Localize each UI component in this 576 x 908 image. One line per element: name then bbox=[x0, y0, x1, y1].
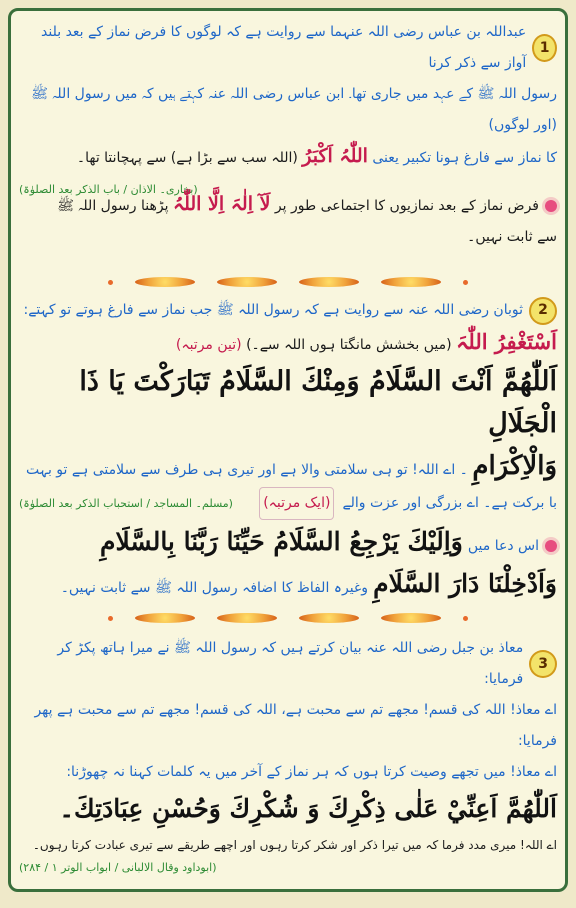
section-1-reference: (بخاری۔ الاذان / باب الذکر بعد الصلوٰۃ) bbox=[19, 183, 198, 196]
section-3-line-3: اے معاذ! میں تجھے وصیت کرتا ہوں کہ ہر نماز کے آخر میں یہ کلمات کہنا نہ چھوڑنا: bbox=[66, 764, 557, 780]
takbir-arabic: اللّٰہُ اَکْبَرُ bbox=[302, 145, 368, 167]
tahlil-arabic: لَآ اِلٰہَ اِلَّا اللّٰہُ bbox=[172, 193, 271, 215]
section-3-translation: اے اللہ! میری مدد فرما کہ میں تیرا ذکر اور شکر کرتا رہوں اور اچھے طریقے سے تیری عبادت کرتا رہوں۔ bbox=[32, 838, 557, 852]
istighfar-meaning: (میں بخشش مانگتا ہوں اللہ سے۔) bbox=[246, 337, 452, 353]
note-1-line-1b: پڑھنا رسول اللہ ﷺ bbox=[57, 198, 169, 214]
section-2-intro: ثوبان رضی اللہ عنہ سے روایت ہے کہ رسول اللہ ﷺ جب نماز سے فارغ ہوتے تو کہتے: bbox=[23, 302, 523, 318]
section-3-intro: معاذ بن جبل رضی اللہ عنہ بیان کرتے ہیں کہ رسول اللہ ﷺ نے میرا ہاتھ پکڑ کر فرمایا: bbox=[57, 640, 524, 687]
section-1-line-3a: کا نماز سے فارغ ہونا تکبیر یعنی bbox=[372, 150, 557, 166]
note-2-suffix: وغیرہ الفاظ کا اضافہ رسول اللہ ﷺ سے ثابت نہیں۔ bbox=[60, 580, 369, 596]
note-1 bbox=[19, 189, 557, 253]
note-2-arabic-1: وَاِلَيْكَ يَرْجِعُ السَّلَامُ حَيِّنَا رَبَّنَا بِالسَّلَامِ bbox=[100, 527, 463, 556]
section-number-badge: 1 bbox=[532, 34, 557, 62]
section-3-reference: (ابوداود وقال الالبانی / ابواب الوتر ۱ / ۲۸۴) bbox=[19, 861, 217, 874]
document-page bbox=[8, 8, 568, 892]
section-number-badge: 3 bbox=[529, 650, 557, 678]
note-2-prefix: اس دعا میں bbox=[467, 538, 539, 554]
bullet-icon bbox=[545, 200, 557, 212]
section-2 bbox=[19, 295, 557, 520]
dua-count: (ایک مرتبہ) bbox=[259, 487, 334, 520]
section-2-reference: (مسلم۔ المساجد / استحباب الذکر بعد الصلوٰۃ) bbox=[19, 497, 233, 510]
istighfar-arabic: اَسْتَغْفِرُ اللّٰہَ bbox=[456, 329, 557, 354]
note-1-line-2: سے ثابت نہیں۔ bbox=[467, 229, 557, 245]
istighfar-count: (تین مرتبہ) bbox=[175, 337, 242, 353]
dua-translation-line-2: با برکت ہے۔ اے بزرگی اور عزت والے bbox=[342, 495, 557, 511]
note-1-line-1a: فرض نماز کے بعد نمازیوں کا اجتماعی طور پر bbox=[274, 198, 539, 214]
section-1-line-1: عبداللہ بن عباس رضی اللہ عنہما سے روایت ہے کہ لوگوں کا فرض نماز کے بعد بلند آواز سے ذکر کرنا bbox=[41, 24, 527, 71]
dua-arabic-line-2: وَالْاِكْرَامِ bbox=[472, 451, 557, 481]
section-3-line-2: اے معاذ! اللہ کی قسم! مجھے تم سے محبت ہے، اللہ کی قسم! مجھے تم سے محبت ہے پھر فرمایا: bbox=[34, 702, 557, 749]
bullet-icon bbox=[545, 540, 557, 552]
dua-translation-line-1: ۔ اے اللہ! تو ہی سلامتی والا ہے اور تیری ہی طرف سے سلامتی ہے تو بہت bbox=[26, 462, 468, 478]
note-2-arabic-2: وَاَدْخِلْنَا دَارَ السَّلَامِ bbox=[373, 569, 557, 598]
section-3-dua-arabic: اَللّٰھُمَّ اَعِنِّيْ عَلٰى ذِكْرِكَ وَ شُكْرِكَ وَحُسْنِ عِبَادَتِكَ۔ bbox=[59, 794, 557, 823]
ornament-divider bbox=[11, 613, 565, 623]
ornament-divider bbox=[11, 277, 565, 287]
section-3 bbox=[19, 633, 557, 874]
section-1-line-3b: (اللہ سب سے بڑا ہے) سے پہچانتا تھا۔ bbox=[76, 150, 298, 166]
dua-arabic-line-1: اَللّٰھُمَّ اَنْتَ السَّلَامُ وَمِنْكَ السَّلَامُ تَبَارَكْتَ يَا ذَا الْجَلَالِ bbox=[79, 366, 557, 439]
section-1-line-2: رسول اللہ ﷺ کے عہد میں جاری تھا۔ ابن عباس رضی اللہ عنہ کہتے ہیں کہ میں رسول اللہ ﷺ (اور لوگوں) bbox=[31, 86, 557, 133]
note-2 bbox=[19, 521, 557, 605]
section-1 bbox=[19, 17, 557, 205]
section-number-badge: 2 bbox=[529, 297, 557, 325]
